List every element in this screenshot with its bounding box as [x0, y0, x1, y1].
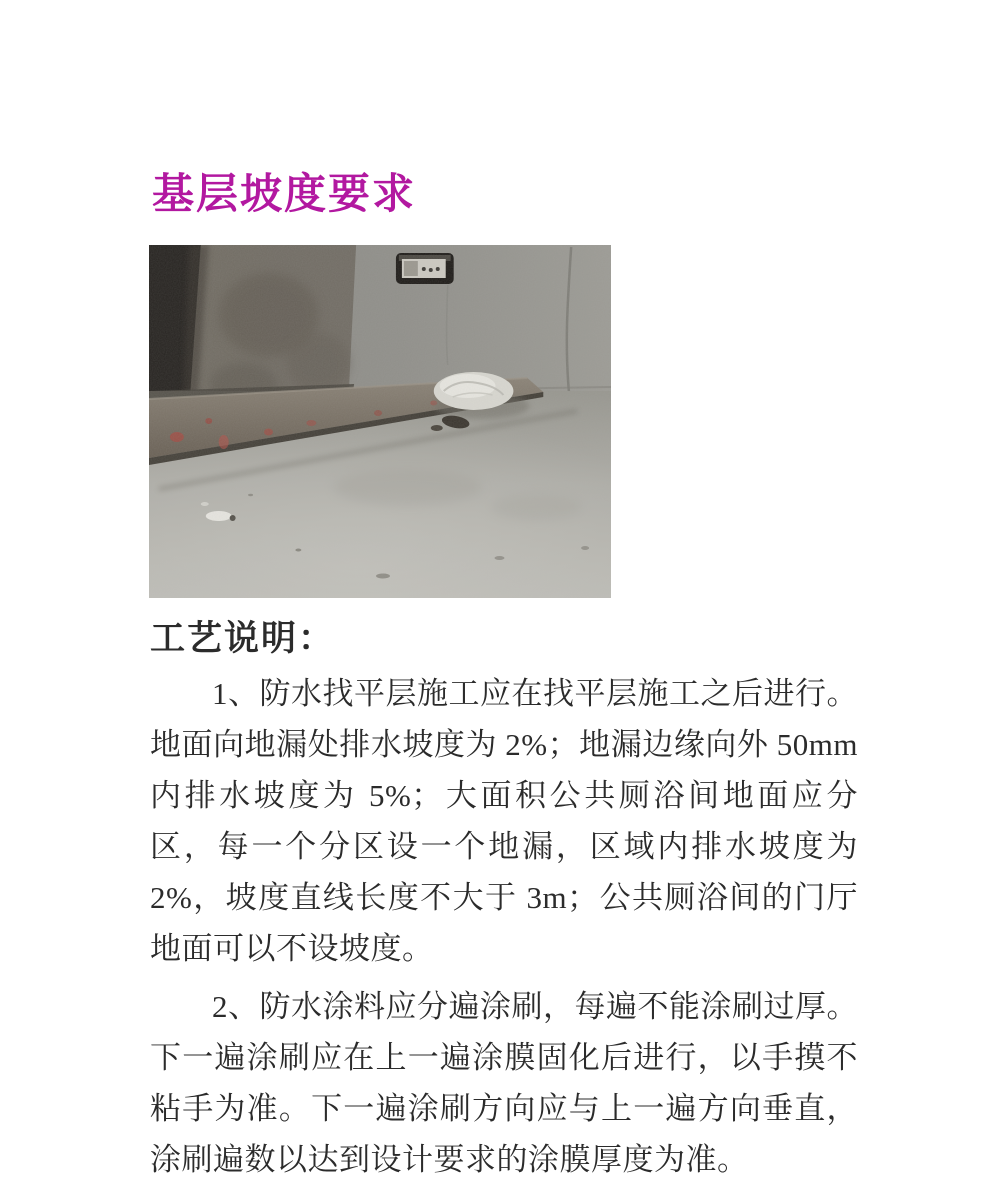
- photo-grain-overlay: [149, 245, 611, 598]
- paragraph-2: 2、防水涂料应分遍涂刷，每遍不能涂刷过厚。下一遍涂刷应在上一遍涂膜固化后进行，以手摸不粘手为准。下一遍涂刷方向应与上一遍方向垂直，涂刷遍数以达到设计要求的涂膜厚度为准。: [150, 989, 858, 1177]
- page-title: 基层坡度要求: [152, 172, 417, 218]
- concrete-room-illustration: [149, 245, 611, 598]
- paragraph-1: 1、防水找平层施工应在找平层施工之后进行。地面向地漏处排水坡度为 2%；地漏边缘向外 50mm 内排水坡度为 5%；大面积公共厕浴间地面应分区，每一个分区设一个地漏，区域内排水坡度为 2%，坡度直线长度不大于 3m；公共厕浴间的门厅地面可以不设坡度。: [150, 676, 858, 966]
- section-heading: 工艺说明：: [150, 619, 336, 658]
- process-description: [150, 668, 858, 1192]
- construction-site-photo: [149, 245, 611, 598]
